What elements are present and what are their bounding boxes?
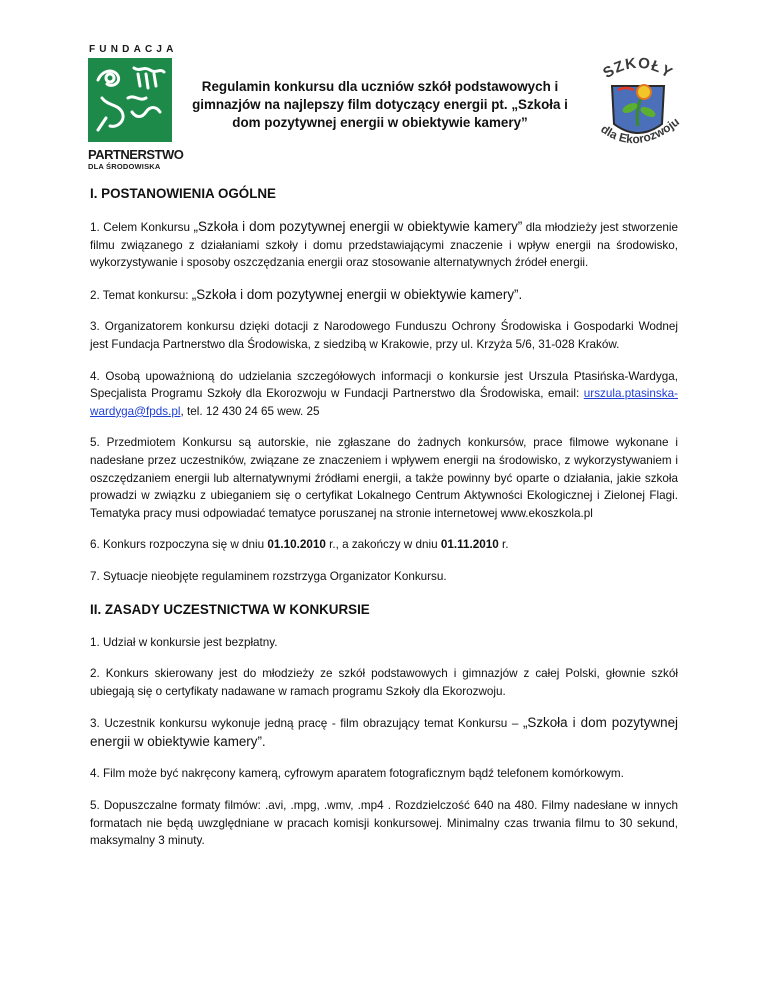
paragraph: 5. Dopuszczalne formaty filmów: .avi, .mpg, .wmv, .mp4 . Rozdzielczość 640 na 480. Filmy nadesłane w innych formatach nie będą uwzględniane w pracach komisji konkursowej. Minimalny czas trwania filmu to 30 sekund, maksymalny 3 minuty. [90, 799, 678, 848]
text: 3. Uczestnik konkursu wykonuje jedną pracę - film obrazujący temat Konkursu – [90, 717, 523, 731]
contest-title-quote: „Szkoła i dom pozytywnej energii w obiektywie kamery” [193, 219, 523, 234]
szkoly-dla-ekorozwoju-logo [578, 46, 698, 156]
email-link[interactable]: urszula.ptasinska-wardyga@fpds.pl [90, 387, 678, 418]
document-title: Regulamin konkursu dla uczniów szkół podstawowych i gimnazjów na najlepszy film dotyczący energii pt. „Szkoła i dom pozytywnej energii w obiektywie kamery” [192, 79, 568, 130]
fundacja-logo [88, 44, 184, 171]
paragraph: 5. Przedmiotem Konkursu są autorskie, nie zgłaszane do żadnych konkursów, prace filmowe wykonane i nadesłane przez uczestników, związane ze znaczeniem i wpływem energii na środowisko, z wykorzystywaniem i oszczędzaniem energii lub alternatywnymi źródłami energii, a także powinny być oparte o działania, jakie szkoła prowadzi w związku z ubieganiem się o certyfikat Lokalnego Centrum Aktywności Ekologicznej i Zielonej Flagi. Tematyka pracy musi odpowiadać tematyce poruszanej na stronie internetowej www.ekoszkola.pl [90, 436, 678, 520]
paragraph [90, 286, 678, 305]
logo-bottom-text: dla Ekorozwoju [598, 114, 682, 147]
paragraph [90, 218, 678, 272]
paragraph [90, 368, 678, 421]
paragraph: 3. Organizatorem konkursu dzięki dotacji z Narodowego Funduszu Ochrony Środowiska i Gospodarki Wodnej jest Fundacja Partnerstwo dla Środowiska, z siedzibą w Krakowie, przy ul. Krzyża 5/6, 31-028 Kraków. [90, 320, 678, 351]
text: 2. Temat konkursu: [90, 288, 192, 302]
text: , tel. 12 430 24 65 wew. 25 [180, 404, 320, 418]
contest-title-quote: „Szkoła i dom pozytywnej energii w obiektywie kamery”. [90, 715, 679, 749]
logo-word: FUNDACJA [89, 44, 178, 55]
text: 1. Celem Konkursu [90, 221, 194, 234]
section-heading-participation: II. ZASADY UCZESTNICTWA W KONKURSIE [90, 601, 370, 617]
text: 6. Konkurs rozpoczyna się w dniu [90, 538, 268, 552]
text: r., a zakończy w dniu [325, 538, 441, 552]
logo-line1: PARTNERSTWO [88, 147, 184, 162]
start-date: 01.10.2010 [267, 538, 326, 552]
logo-line2: DLA ŚRODOWISKA [88, 162, 161, 171]
paragraph: 1. Udział w konkursie jest bezpłatny. [90, 635, 278, 649]
paragraph: 4. Film może być nakręcony kamerą, cyfrowym aparatem fotograficznym bądź telefonem komórkowym. [90, 767, 624, 781]
svg-text:SZKOŁY [600, 55, 676, 82]
end-date: 01.11.2010 [440, 538, 499, 552]
logo-top-text: SZKOŁY [600, 54, 676, 82]
paragraph: 7. Sytuacje nieobjęte regulaminem rozstrzyga Organizator Konkursu. [90, 569, 447, 583]
section-heading-general: I. POSTANOWIENIA OGÓLNE [90, 186, 276, 201]
fundacja-emblem-icon [88, 58, 172, 142]
paragraph [90, 714, 678, 751]
text: dla młodzieży jest stworzenie filmu związanego z działaniami szkoły i domu przedstawiającymi znaczenie i wpływ energii na środowisko, wykorzystywanie i sposoby oszczędzania energii oraz stosowanie alternatywnych źródeł energii. [90, 221, 678, 270]
text: 4. Osobą upoważnioną do udzielania szczegółowych informacji o konkursie jest Urszula Ptasińska-Wardyga, Specjalista Programu Szkoły dla Ekorozwoju w Fundacji Partnerstwo dla Środowiska, email: [90, 369, 678, 401]
paragraph: 2. Konkurs skierowany jest do młodzieży ze szkół podstawowych i gimnazjów z całej Polski, głownie szkół ubiegają się o certyfikaty nadawane w ramach programu Szkoły dla Ekorozwoju. [90, 667, 678, 698]
paragraph [90, 536, 678, 554]
text: r. [498, 538, 509, 552]
contest-title-quote: „Szkoła i dom pozytywnej energii w obiektywie kamery”. [191, 286, 523, 302]
document-body [90, 184, 678, 864]
